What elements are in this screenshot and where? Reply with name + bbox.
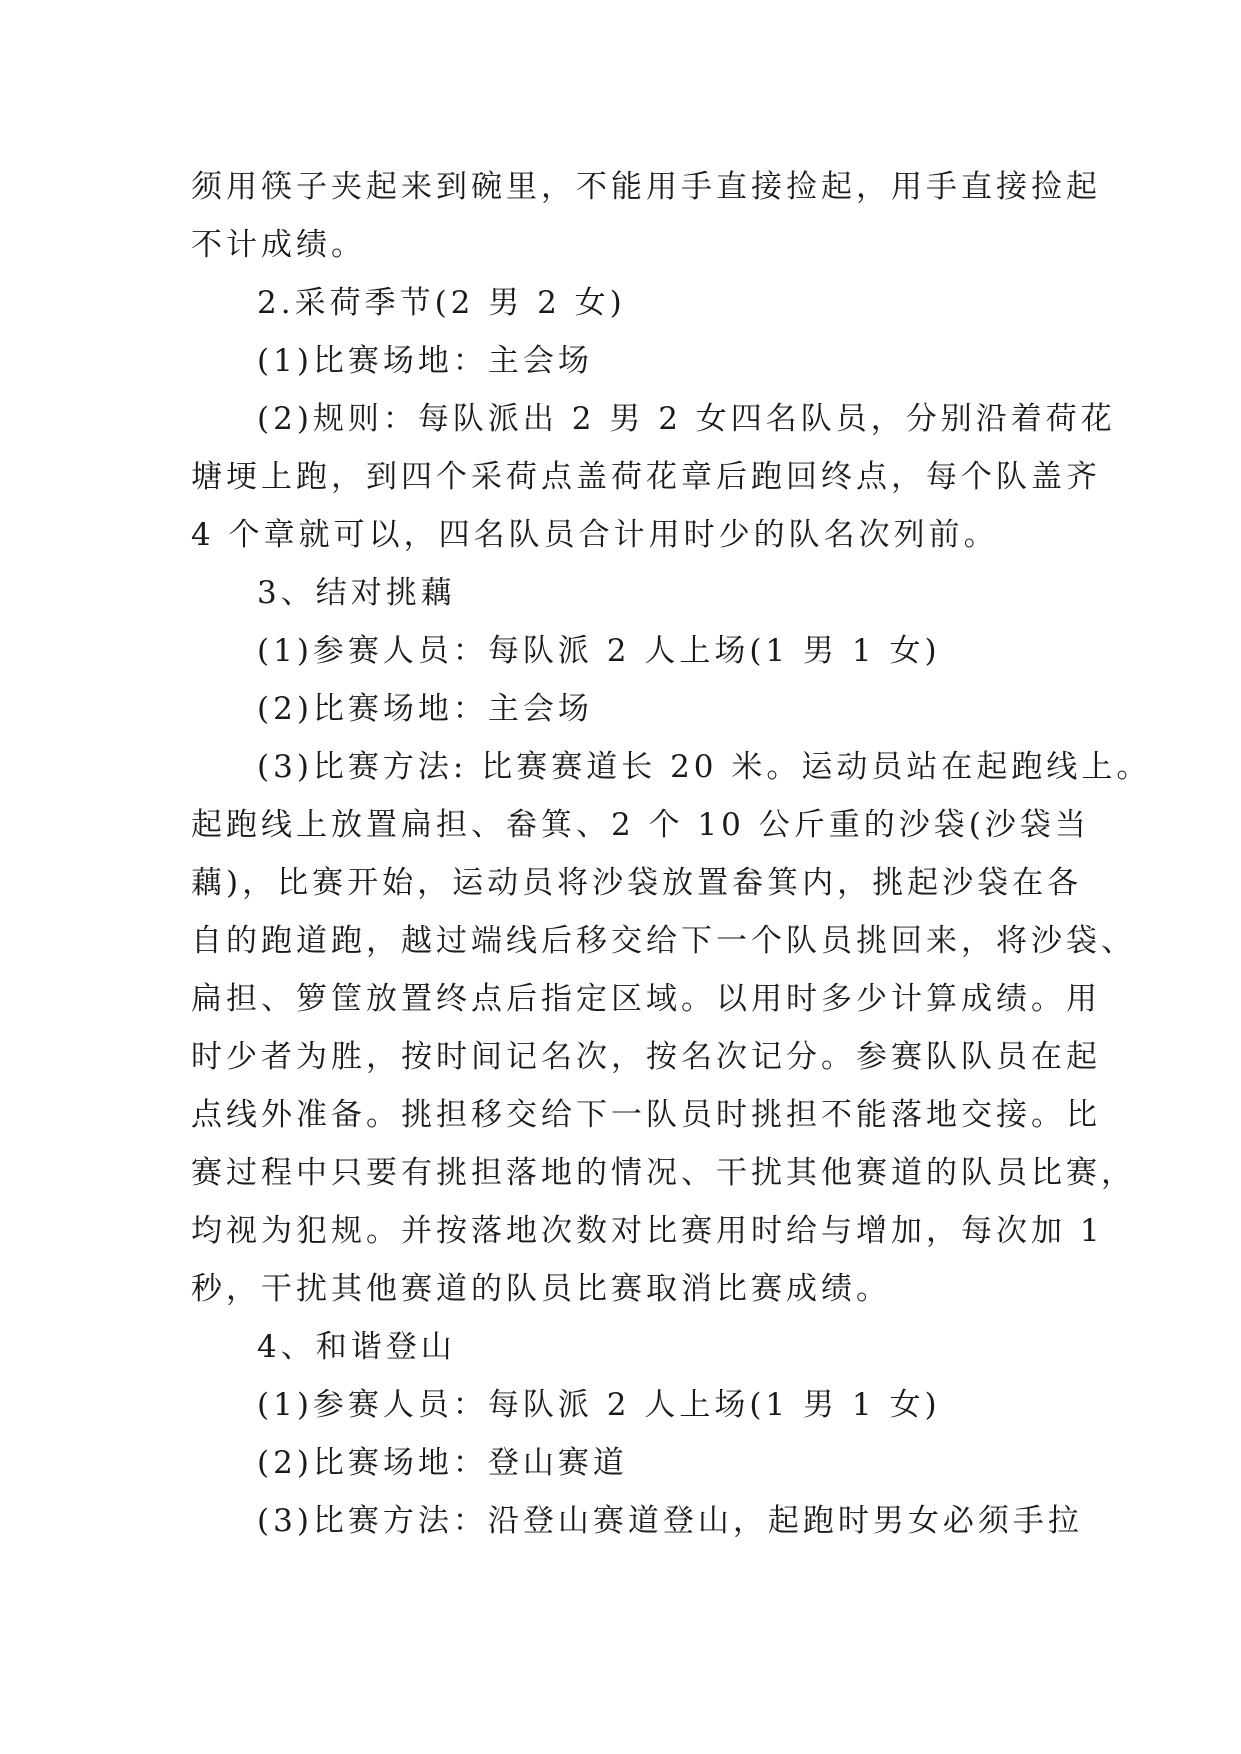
body-line-17: 点线外准备。挑担移交给下一队员时挑担不能落地交接。比	[191, 1097, 1101, 1133]
document-body	[191, 158, 1152, 1550]
body-line-24: (3)比赛方法：沿登山赛道登山，起跑时男女必须手拉	[257, 1503, 1083, 1539]
body-line-20: 秒，干扰其他赛道的队员比赛取消比赛成绩。	[191, 1271, 891, 1307]
body-line-7: 4 个章就可以，四名队员合计用时少的队名次列前。	[191, 517, 999, 553]
body-line-11: (3)比赛方法: 比赛赛道长 20 米。运动员站在起跑线上。	[257, 749, 1152, 785]
body-line-12: 起跑线上放置扁担、畚箕、2 个 10 公斤重的沙袋(沙袋当	[191, 807, 1090, 843]
body-line-18: 赛过程中只要有挑担落地的情况、干扰其他赛道的队员比赛，	[191, 1155, 1136, 1191]
body-line-22: (1)参赛人员：每队派 2 人上场(1 男 1 女)	[257, 1387, 941, 1423]
body-line-6: 塘埂上跑，到四个采荷点盖荷花章后跑回终点，每个队盖齐	[191, 459, 1101, 495]
body-line-1: 须用筷子夹起来到碗里，不能用手直接捡起，用手直接捡起	[191, 169, 1101, 205]
section-heading-4: 4、和谐登山	[257, 1329, 456, 1365]
body-line-9: (1)参赛人员：每队派 2 人上场(1 男 1 女)	[257, 633, 941, 669]
body-line-4: (1)比赛场地：主会场	[257, 343, 593, 379]
body-line-14: 自的跑道跑，越过端线后移交给下一个队员挑回来，将沙袋、	[191, 923, 1136, 959]
body-line-23: (2)比赛场地：登山赛道	[257, 1445, 628, 1481]
body-line-16: 时少者为胜，按时间记名次，按名次记分。参赛队队员在起	[191, 1039, 1101, 1075]
body-line-19: 均视为犯规。并按落地次数对比赛用时给与增加，每次加 1	[191, 1213, 1104, 1249]
body-line-15: 扁担、箩筐放置终点后指定区域。以用时多少计算成绩。用	[191, 981, 1101, 1017]
section-heading-2: 2.采荷季节(2 男 2 女)	[257, 285, 626, 321]
body-line-5: (2)规则：每队派出 2 男 2 女四名队员，分别沿着荷花	[257, 401, 1116, 437]
section-heading-3: 3、结对挑藕	[257, 575, 456, 611]
body-line-10: (2)比赛场地：主会场	[257, 691, 593, 727]
body-line-2: 不计成绩。	[191, 227, 366, 263]
body-line-13: 藕)，比赛开始，运动员将沙袋放置畚箕内，挑起沙袋在各	[191, 865, 1083, 901]
